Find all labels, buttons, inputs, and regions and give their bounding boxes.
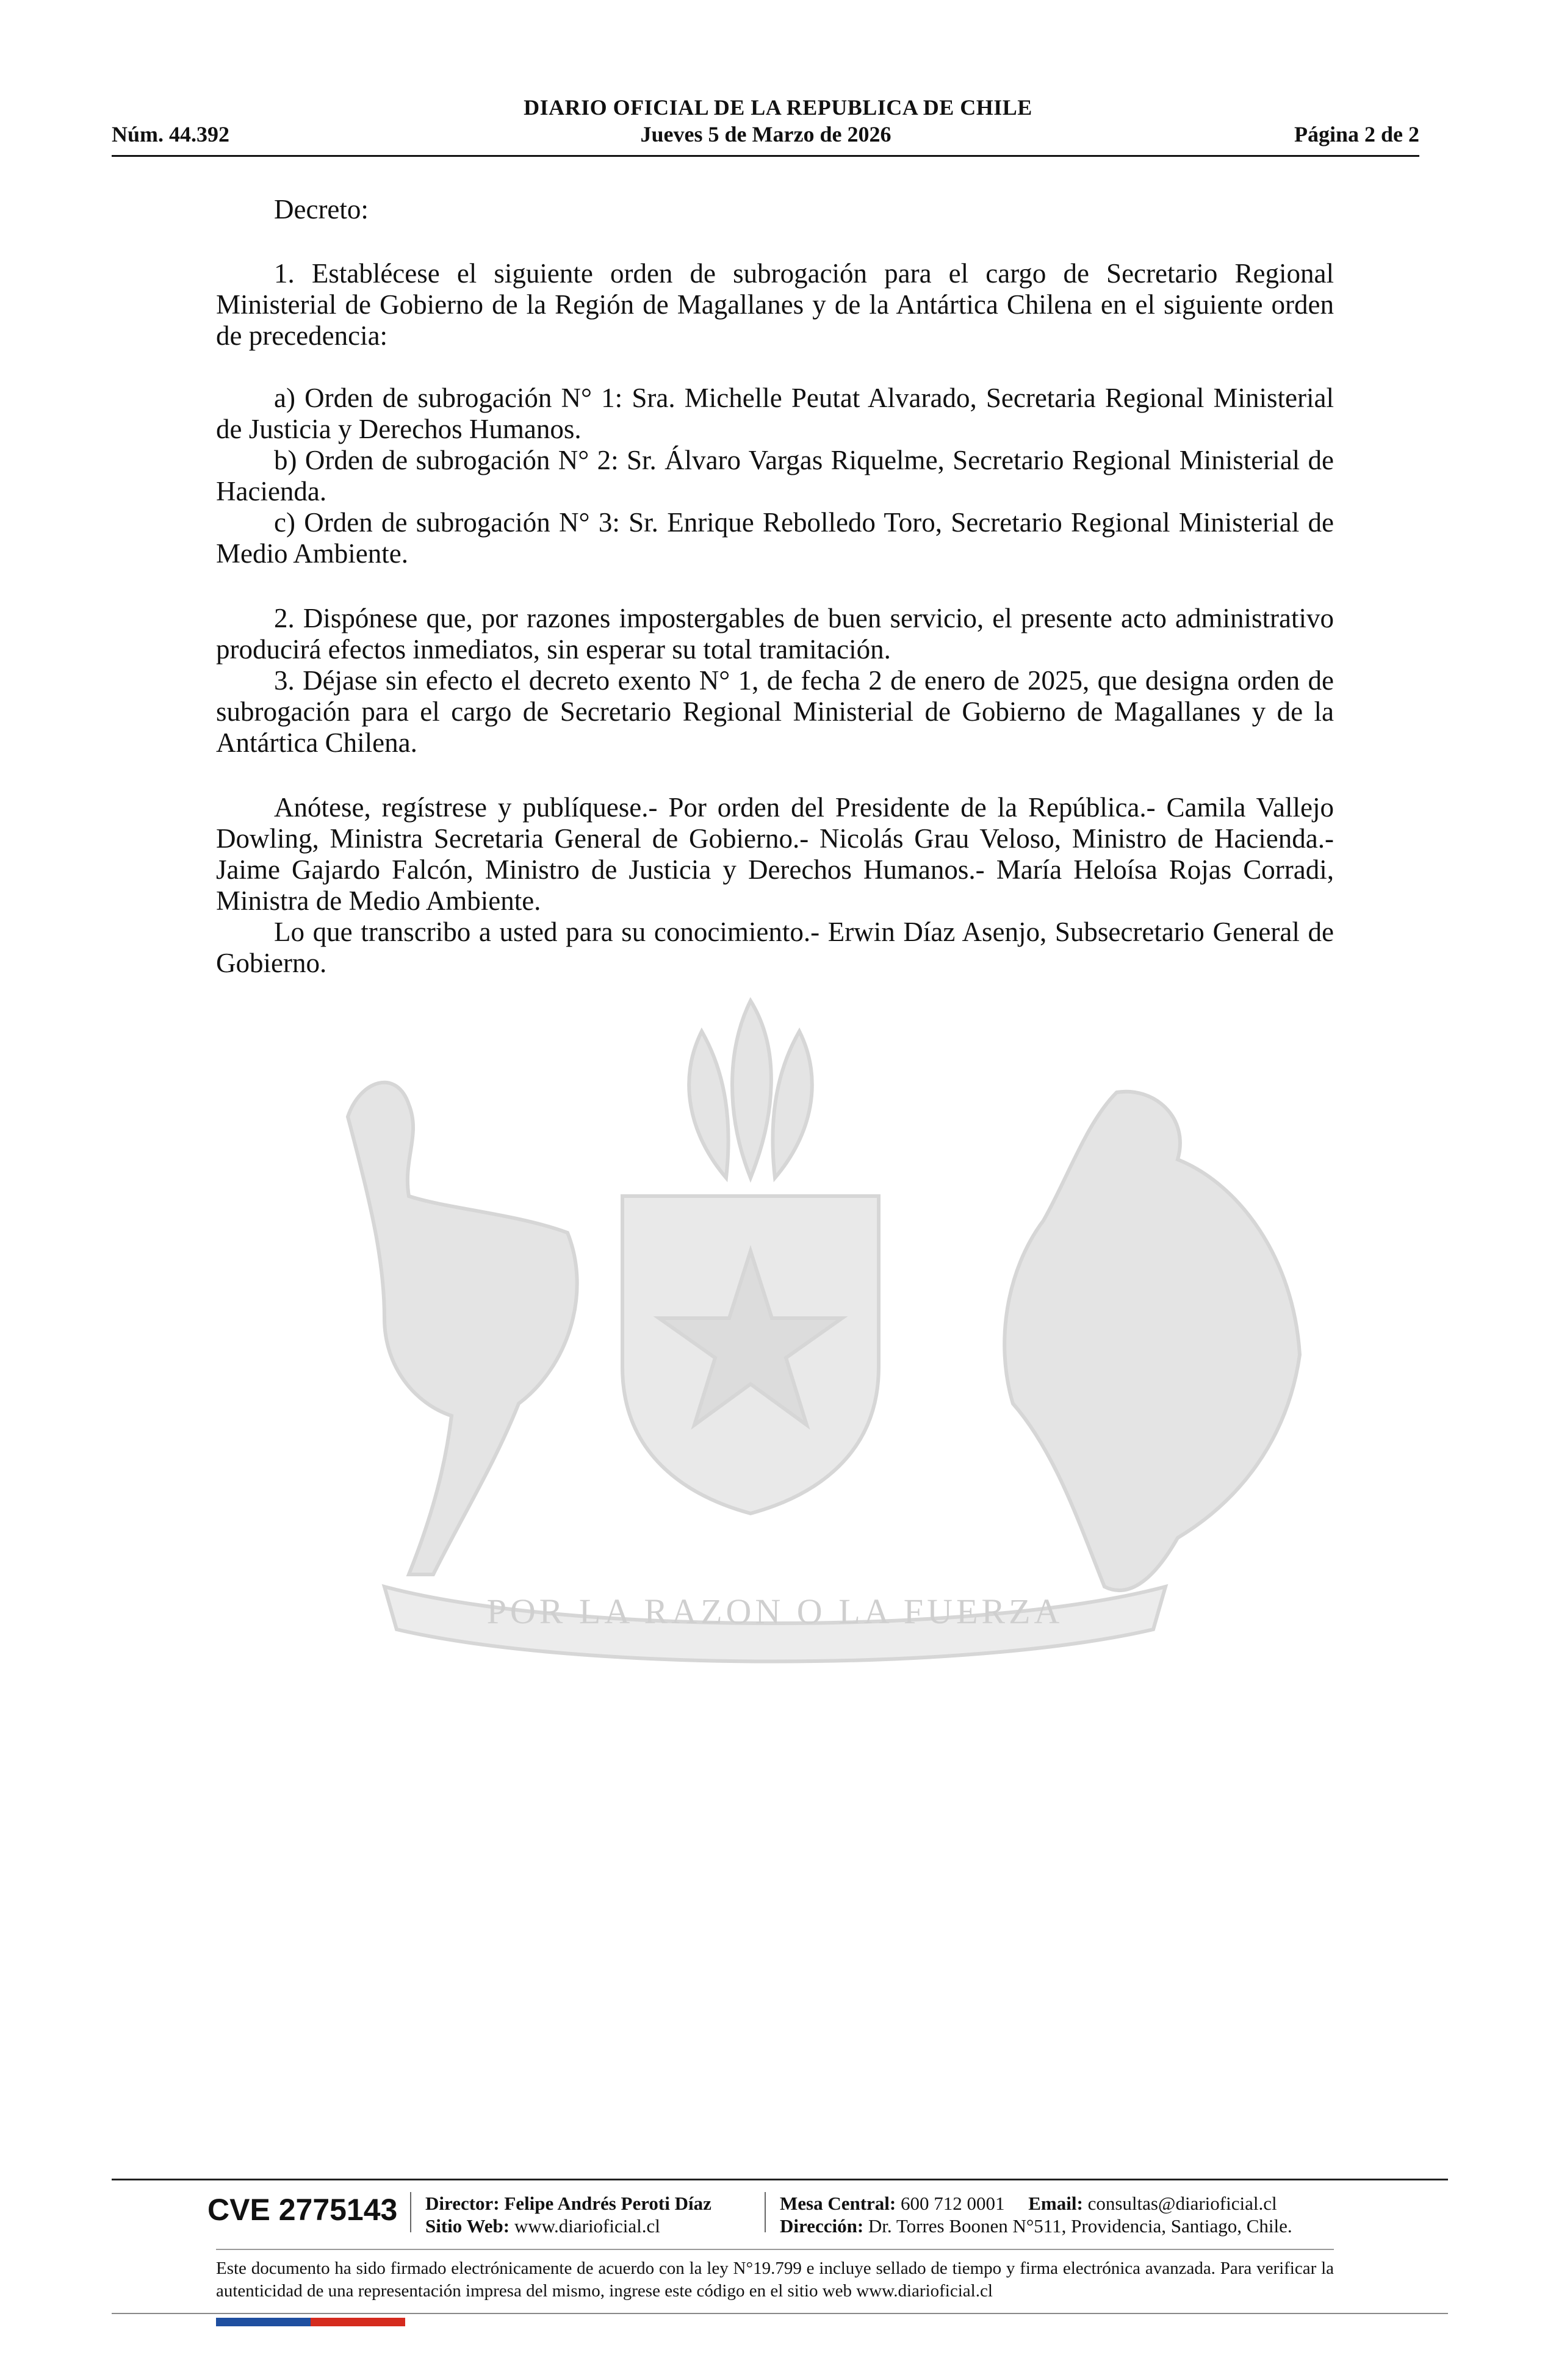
footer-director-block (425, 2192, 711, 2237)
subrogation-item-b: b) Orden de subrogación N° 2: Sr. Álvaro Vargas Riquelme, Secretario Regional Ministerial de Hacienda. (216, 445, 1334, 507)
director-label: Director: (425, 2193, 500, 2214)
flag-red-segment (311, 2318, 405, 2326)
motto-text: POR LA RAZON O LA FUERZA (486, 1592, 1064, 1631)
article-3: 3. Déjase sin efecto el decreto exento N° 1, de fecha 2 de enero de 2025, que designa orden de subrogación para el cargo de Secretario Regional Ministerial de Gobierno de Magallanes y de la Antártica Chilena. (216, 665, 1334, 758)
subrogation-item-c: c) Orden de subrogación N° 3: Sr. Enrique Rebolledo Toro, Secretario Regional Ministerial de Medio Ambiente. (216, 507, 1334, 569)
footer-divider-mid (216, 2249, 1334, 2250)
flag-blue-segment (216, 2318, 311, 2326)
flag-color-bar (216, 2318, 405, 2326)
footer-separator (765, 2192, 766, 2232)
email-label: Email: (1028, 2193, 1083, 2214)
coat-of-arms-icon (201, 976, 1349, 1678)
email-link[interactable]: consultas@diarioficial.cl (1087, 2193, 1277, 2214)
footer-separator (410, 2192, 411, 2232)
phone-label: Mesa Central: (780, 2193, 896, 2214)
issue-date: Jueves 5 de Marzo de 2026 (640, 122, 891, 146)
article-2: 2. Dispónese que, por razones impostergables de buen servicio, el presente acto administrativo producirá efectos inmediatos, sin esperar su total tramitación. (216, 603, 1334, 665)
footer-contact-block (780, 2192, 1292, 2237)
footer-divider-bottom (112, 2313, 1448, 2314)
decreto-label: Decreto: (274, 194, 369, 225)
phone-number: 600 712 0001 (901, 2193, 1005, 2214)
address-text: Dr. Torres Boonen N°511, Providencia, Santiago, Chile. (868, 2215, 1292, 2237)
website-label: Sitio Web: (425, 2215, 510, 2237)
legal-notice: Este documento ha sido firmado electrónicamente de acuerdo con la ley N°19.799 e incluye sellado de tiempo y firma electrónica avanzada. Para verificar la autenticidad de una representación impresa del mismo, ingrese este código en el sitio web www.diarioficial.cl (216, 2259, 1334, 2301)
page-indicator: Página 2 de 2 (1294, 122, 1419, 146)
transcription-note: Lo que transcribo a usted para su conocimiento.- Erwin Díaz Asenjo, Subsecretario General de Gobierno. (216, 917, 1334, 978)
header-divider (112, 155, 1419, 157)
issue-number: Núm. 44.392 (112, 122, 230, 146)
address-label: Dirección: (780, 2215, 864, 2237)
website-link[interactable]: www.diarioficial.cl (514, 2215, 660, 2237)
closing-paragraph: Anótese, regístrese y publíquese.- Por orden del Presidente de la República.- Camila Vallejo Dowling, Ministra Secretaria General de Gobierno.- Nicolás Grau Veloso, Ministro de Hacienda.- Jaime Gajardo Falcón, Ministro de Justicia y Derechos Humanos.- María Heloísa Rojas Corradi, Ministra de Medio Ambiente. (216, 792, 1334, 916)
cve-code: CVE 2775143 (207, 2193, 398, 2227)
footer-divider-top (112, 2179, 1448, 2180)
newspaper-title: DIARIO OFICIAL DE LA REPUBLICA DE CHILE (524, 95, 1032, 120)
article-1: 1. Establécese el siguiente orden de subrogación para el cargo de Secretario Regional Ministerial de Gobierno de la Región de Magallanes y de la Antártica Chilena en el siguiente orden de precedencia: (216, 258, 1334, 351)
subrogation-item-a: a) Orden de subrogación N° 1: Sra. Michelle Peutat Alvarado, Secretaria Regional Ministerial de Justicia y Derechos Humanos. (216, 383, 1334, 444)
director-name: Felipe Andrés Peroti Díaz (504, 2193, 711, 2214)
